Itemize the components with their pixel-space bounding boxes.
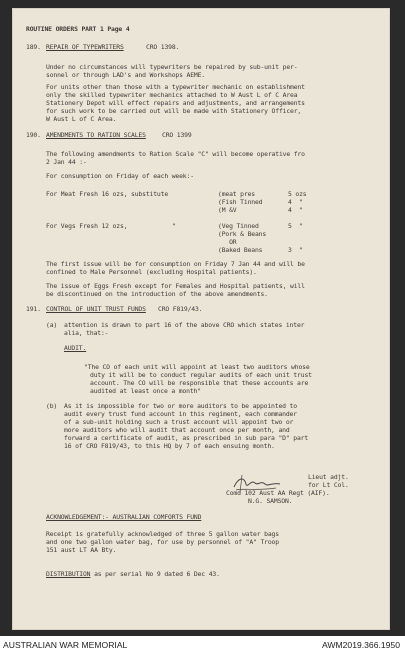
item-b-line2: audit every trust fund account in this regiment, each commander	[64, 410, 297, 418]
section-189-para1-line2: sonnel or through LAD's and Workshops AEME.	[46, 71, 205, 79]
acknowledgement-line3: 151 aust LT AA Bty.	[46, 546, 117, 554]
quote-line1: "The CO of each unit will appoint at least two auditors whose	[84, 363, 310, 371]
section-189-para2-line5: W Aust L of C Area.	[46, 115, 117, 123]
section-189-para2-line2: only the skilled typewriter mechanics attached to W Aust L of C Area	[46, 91, 298, 99]
item-a-label: (a)	[46, 321, 58, 329]
section-189-para2-line1: For units other than those with a typewriter mechanic on establishment	[46, 83, 305, 91]
quote-line4: audited at least once a month"	[90, 387, 201, 395]
quote-line2: duty it will be to conduct regular audits of each unit trust	[90, 371, 312, 379]
quote-line3: account. The CO will be responsible that these accounts are	[90, 379, 309, 387]
item-b-line1: As it is impossible for two or more auditors to be appointed to	[64, 402, 297, 410]
distribution-label: DISTRIBUTION	[46, 570, 91, 578]
page-header: ROUTINE ORDERS PART 1 Page 4	[26, 25, 130, 33]
meat-item-3: (M &V	[218, 206, 237, 214]
item-b-line6: 16 of CRO F819/43, to this HQ by 7 of each ensuing month.	[64, 442, 275, 450]
eggs-line1: The issue of Eggs Fresh except for Females and Hospital patients, will	[46, 282, 305, 290]
section-189-para2-line4: for such work to be carried out will be made with Stationery Officer,	[46, 107, 302, 115]
section-189-ref: CRO 1398.	[146, 43, 180, 51]
item-b-line5: forward a certificate of audit, as prescribed in sub para "D" part	[64, 434, 309, 442]
section-189-para2-line3: Stationery Depot will effect repairs and adjustments, and arrangements	[46, 99, 305, 107]
meat-item-1: (meat pres	[218, 190, 255, 198]
item-b-line3: of a sub-unit holding such a trust account will appoint two or	[64, 418, 294, 426]
acknowledgement-line1: Receipt is gratefully acknowledged of three 5 gallon water bags	[46, 530, 279, 538]
meat-item-1-qty: 5 ozs	[288, 190, 307, 198]
signature-line1: Lieut adjt.	[308, 473, 349, 481]
signature-line3: Comd 102 Aust AA Regt (AIF).	[226, 489, 330, 497]
section-189-title: REPAIR OF TYPEWRITERS	[46, 43, 124, 51]
vegs-item-1: (Veg Tinned	[218, 222, 259, 230]
section-191-ref: CRO F819/43.	[158, 305, 203, 313]
meat-item-2: (Fish Tinned	[218, 198, 263, 206]
section-191-number: 191.	[26, 305, 41, 313]
meat-item-2-qty: 4 "	[288, 198, 303, 206]
meat-item-3-qty: 4 "	[288, 206, 303, 214]
eggs-line2: be discontinued on the introduction of the above amendments.	[46, 290, 268, 298]
document-page	[12, 8, 390, 630]
distribution-line	[46, 571, 220, 579]
section-189-number: 189.	[26, 43, 41, 51]
section-190-intro-line1: The following amendments to Ration Scale "C" will become operative fro	[46, 150, 305, 158]
section-190-ref: CRO 1399	[162, 131, 192, 139]
section-190-intro-line2: 2 Jan 44 :-	[46, 158, 87, 166]
vegs-ditto: "	[172, 222, 176, 230]
section-190-title: AMENDMENTS TO RATION SCALES	[46, 131, 146, 139]
vegs-item-1-qty: 5 "	[288, 222, 303, 230]
section-191-title: CONTROL OF UNIT TRUST FUNDS	[46, 305, 146, 313]
section-189-para1-line1: Under no circumstances will typewriters be repaired by sub-unit per-	[46, 63, 298, 71]
footer-accession-number: AWM2019.366.1950	[321, 640, 400, 650]
audit-heading: AUDIT.	[64, 344, 87, 352]
vegs-item-3-qty: 3 "	[288, 246, 303, 254]
acknowledgement-line2: and one two gallon water bag, for use by personnel of "A" Troop	[46, 538, 279, 546]
vegs-label: For Vegs Fresh 12 ozs,	[46, 222, 128, 230]
item-a-line1: attention is drawn to part 16 of the above CRO which states inter	[64, 321, 305, 329]
vegs-item-2: (Pork & Beans	[218, 230, 267, 238]
acknowledgement-title: ACKNOWLEDGEMENT:- AUSTRALIAN COMFORTS FUND	[46, 513, 202, 521]
section-190-consumption: For consumption on Friday of each week:-	[46, 172, 194, 180]
archive-footer	[0, 636, 405, 653]
vegs-item-3: (Baked Beans	[218, 246, 263, 254]
section-190-number: 190.	[26, 131, 41, 139]
item-b-label: (b)	[46, 402, 58, 410]
item-a-line2: alia, that:-	[64, 329, 109, 337]
distribution-text: as per serial No 9 dated 6 Dec 43.	[90, 570, 220, 578]
signature-line4: N.G. SAMSON.	[248, 497, 293, 505]
signature-line2: for Lt Col.	[308, 481, 349, 489]
meat-label: For Meat Fresh 16 ozs, substitute	[46, 190, 169, 198]
footer-institution: AUSTRALIAN WAR MEMORIAL	[3, 640, 128, 650]
first-issue-line2: confined to Male Personnel (excluding Hospital patients).	[46, 268, 257, 276]
first-issue-line1: The first issue will be for consumption on Friday 7 Jan 44 and will be	[46, 260, 305, 268]
vegs-item-or: OR	[218, 238, 237, 246]
item-b-line4: more auditors who will audit that account once per month, and	[64, 426, 290, 434]
